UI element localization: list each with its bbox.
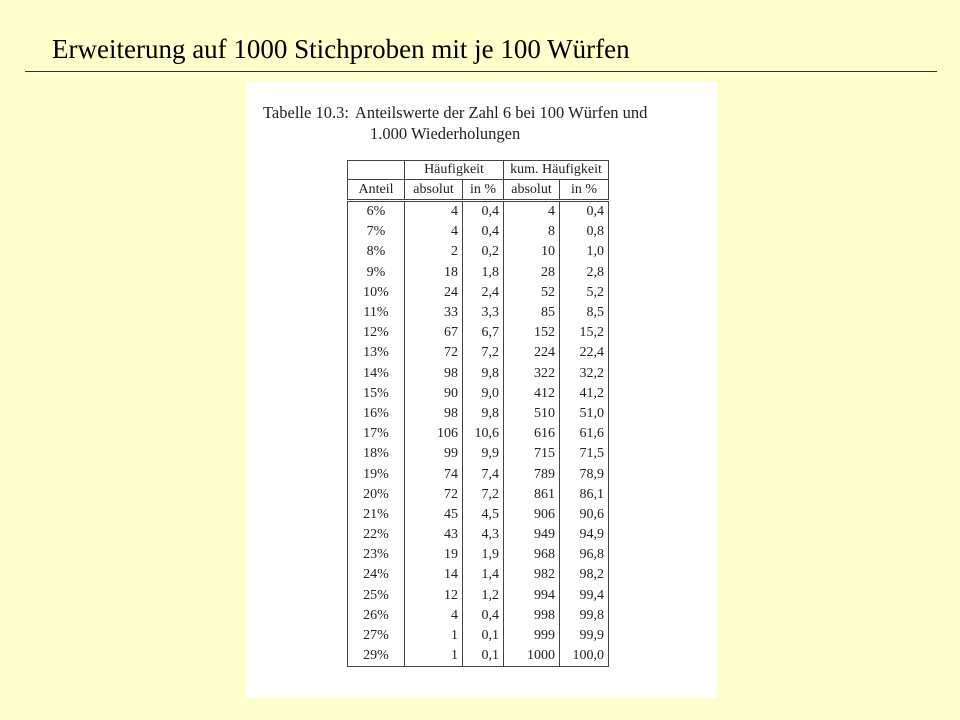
cell-percent: 7,2 bbox=[463, 485, 504, 505]
cell-cum-absolute: 906 bbox=[504, 505, 560, 525]
cell-cum-absolute: 861 bbox=[504, 485, 560, 505]
cell-cum-absolute: 994 bbox=[504, 586, 560, 606]
cell-absolute: 33 bbox=[405, 303, 463, 323]
table-row bbox=[348, 646, 609, 667]
cell-anteil: 16% bbox=[348, 404, 405, 424]
cell-cum-percent: 100,0 bbox=[560, 646, 609, 667]
cell-cum-percent: 1,0 bbox=[560, 242, 609, 262]
table-row bbox=[348, 323, 609, 343]
cell-cum-absolute: 10 bbox=[504, 242, 560, 262]
cell-percent: 2,4 bbox=[463, 283, 504, 303]
cell-cum-absolute: 28 bbox=[504, 263, 560, 283]
column-header-row bbox=[348, 180, 609, 201]
cell-absolute: 45 bbox=[405, 505, 463, 525]
cell-cum-percent: 22,4 bbox=[560, 343, 609, 363]
cell-anteil: 10% bbox=[348, 283, 405, 303]
cell-anteil: 22% bbox=[348, 525, 405, 545]
cell-absolute: 24 bbox=[405, 283, 463, 303]
cell-absolute: 18 bbox=[405, 263, 463, 283]
cell-cum-percent: 51,0 bbox=[560, 404, 609, 424]
cell-absolute: 19 bbox=[405, 545, 463, 565]
cell-cum-percent: 86,1 bbox=[560, 485, 609, 505]
cell-percent: 7,2 bbox=[463, 343, 504, 363]
caption-line-2: 1.000 Wiederholungen bbox=[370, 124, 521, 143]
cell-cum-absolute: 510 bbox=[504, 404, 560, 424]
cell-cum-percent: 99,8 bbox=[560, 606, 609, 626]
table-row bbox=[348, 525, 609, 545]
cell-anteil: 18% bbox=[348, 444, 405, 464]
cell-anteil: 15% bbox=[348, 384, 405, 404]
cell-percent: 0,2 bbox=[463, 242, 504, 262]
cell-cum-absolute: 982 bbox=[504, 565, 560, 585]
cell-absolute: 67 bbox=[405, 323, 463, 343]
table-row bbox=[348, 384, 609, 404]
cell-anteil: 23% bbox=[348, 545, 405, 565]
cell-anteil: 14% bbox=[348, 364, 405, 384]
group-header-blank bbox=[348, 161, 405, 180]
table-row bbox=[348, 364, 609, 384]
cell-anteil: 8% bbox=[348, 242, 405, 262]
cell-cum-absolute: 789 bbox=[504, 464, 560, 484]
cell-cum-absolute: 998 bbox=[504, 606, 560, 626]
cell-cum-percent: 96,8 bbox=[560, 545, 609, 565]
table-row bbox=[348, 263, 609, 283]
cell-absolute: 4 bbox=[405, 201, 463, 223]
cell-percent: 0,1 bbox=[463, 626, 504, 646]
frequency-table bbox=[347, 160, 609, 667]
cell-anteil: 27% bbox=[348, 626, 405, 646]
cell-anteil: 19% bbox=[348, 464, 405, 484]
cell-cum-absolute: 8 bbox=[504, 222, 560, 242]
table-row bbox=[348, 404, 609, 424]
cell-absolute: 4 bbox=[405, 222, 463, 242]
cell-percent: 1,8 bbox=[463, 263, 504, 283]
cell-percent: 9,9 bbox=[463, 444, 504, 464]
cell-cum-percent: 15,2 bbox=[560, 323, 609, 343]
cell-anteil: 26% bbox=[348, 606, 405, 626]
cell-anteil: 9% bbox=[348, 263, 405, 283]
group-header-cumulative: kum. Häufigkeit bbox=[504, 161, 609, 180]
cell-percent: 9,8 bbox=[463, 364, 504, 384]
caption-label: Tabelle 10.3: bbox=[263, 103, 349, 122]
cell-absolute: 106 bbox=[405, 424, 463, 444]
table-row bbox=[348, 565, 609, 585]
cell-absolute: 98 bbox=[405, 364, 463, 384]
cell-cum-absolute: 412 bbox=[504, 384, 560, 404]
cell-cum-absolute: 52 bbox=[504, 283, 560, 303]
cell-cum-percent: 78,9 bbox=[560, 464, 609, 484]
table-row bbox=[348, 464, 609, 484]
table-row bbox=[348, 505, 609, 525]
table-row bbox=[348, 303, 609, 323]
cell-cum-percent: 5,2 bbox=[560, 283, 609, 303]
cell-cum-absolute: 616 bbox=[504, 424, 560, 444]
group-header-frequency: Häufigkeit bbox=[405, 161, 504, 180]
cell-anteil: 11% bbox=[348, 303, 405, 323]
table-image bbox=[246, 82, 717, 698]
table-caption bbox=[263, 102, 708, 144]
cell-absolute: 98 bbox=[405, 404, 463, 424]
table-row bbox=[348, 606, 609, 626]
table-row bbox=[348, 424, 609, 444]
cell-cum-percent: 61,6 bbox=[560, 424, 609, 444]
table-row bbox=[348, 201, 609, 223]
column-header-absolute: absolut bbox=[405, 180, 463, 201]
cell-percent: 0,4 bbox=[463, 222, 504, 242]
cell-absolute: 43 bbox=[405, 525, 463, 545]
cell-absolute: 1 bbox=[405, 626, 463, 646]
cell-anteil: 13% bbox=[348, 343, 405, 363]
column-header-anteil: Anteil bbox=[348, 180, 405, 201]
cell-percent: 7,4 bbox=[463, 464, 504, 484]
table-row bbox=[348, 222, 609, 242]
table-body bbox=[348, 201, 609, 667]
cell-percent: 1,2 bbox=[463, 586, 504, 606]
cell-cum-absolute: 999 bbox=[504, 626, 560, 646]
table-row bbox=[348, 626, 609, 646]
cell-percent: 1,9 bbox=[463, 545, 504, 565]
title-underline bbox=[25, 71, 937, 72]
table-row bbox=[348, 485, 609, 505]
cell-percent: 4,3 bbox=[463, 525, 504, 545]
cell-anteil: 6% bbox=[348, 201, 405, 223]
cell-cum-percent: 2,8 bbox=[560, 263, 609, 283]
cell-absolute: 2 bbox=[405, 242, 463, 262]
cell-cum-percent: 8,5 bbox=[560, 303, 609, 323]
cell-anteil: 12% bbox=[348, 323, 405, 343]
column-header-cum-percent: in % bbox=[560, 180, 609, 201]
cell-absolute: 72 bbox=[405, 343, 463, 363]
cell-anteil: 7% bbox=[348, 222, 405, 242]
cell-absolute: 90 bbox=[405, 384, 463, 404]
cell-absolute: 1 bbox=[405, 646, 463, 667]
cell-cum-percent: 71,5 bbox=[560, 444, 609, 464]
table-row bbox=[348, 586, 609, 606]
cell-cum-absolute: 949 bbox=[504, 525, 560, 545]
cell-cum-percent: 94,9 bbox=[560, 525, 609, 545]
cell-cum-absolute: 4 bbox=[504, 201, 560, 223]
cell-cum-absolute: 152 bbox=[504, 323, 560, 343]
cell-cum-percent: 0,8 bbox=[560, 222, 609, 242]
cell-absolute: 14 bbox=[405, 565, 463, 585]
cell-percent: 0,1 bbox=[463, 646, 504, 667]
column-header-percent: in % bbox=[463, 180, 504, 201]
cell-cum-absolute: 715 bbox=[504, 444, 560, 464]
cell-cum-percent: 98,2 bbox=[560, 565, 609, 585]
cell-percent: 3,3 bbox=[463, 303, 504, 323]
cell-percent: 9,0 bbox=[463, 384, 504, 404]
cell-percent: 0,4 bbox=[463, 201, 504, 223]
cell-percent: 4,5 bbox=[463, 505, 504, 525]
cell-percent: 1,4 bbox=[463, 565, 504, 585]
cell-cum-percent: 32,2 bbox=[560, 364, 609, 384]
table-row bbox=[348, 283, 609, 303]
table-row bbox=[348, 242, 609, 262]
column-header-cum-absolute: absolut bbox=[504, 180, 560, 201]
cell-cum-percent: 99,9 bbox=[560, 626, 609, 646]
cell-percent: 9,8 bbox=[463, 404, 504, 424]
table-row bbox=[348, 343, 609, 363]
cell-cum-percent: 0,4 bbox=[560, 201, 609, 223]
cell-anteil: 24% bbox=[348, 565, 405, 585]
caption-line-1: Anteilswerte der Zahl 6 bei 100 Würfen und bbox=[354, 103, 648, 122]
cell-anteil: 17% bbox=[348, 424, 405, 444]
cell-percent: 6,7 bbox=[463, 323, 504, 343]
table-row bbox=[348, 444, 609, 464]
cell-cum-absolute: 1000 bbox=[504, 646, 560, 667]
cell-absolute: 4 bbox=[405, 606, 463, 626]
cell-cum-percent: 90,6 bbox=[560, 505, 609, 525]
cell-anteil: 25% bbox=[348, 586, 405, 606]
cell-cum-percent: 99,4 bbox=[560, 586, 609, 606]
cell-absolute: 74 bbox=[405, 464, 463, 484]
cell-absolute: 12 bbox=[405, 586, 463, 606]
table-row bbox=[348, 545, 609, 565]
cell-percent: 0,4 bbox=[463, 606, 504, 626]
cell-cum-absolute: 85 bbox=[504, 303, 560, 323]
cell-anteil: 20% bbox=[348, 485, 405, 505]
cell-percent: 10,6 bbox=[463, 424, 504, 444]
cell-absolute: 72 bbox=[405, 485, 463, 505]
cell-cum-absolute: 968 bbox=[504, 545, 560, 565]
cell-cum-absolute: 224 bbox=[504, 343, 560, 363]
cell-cum-absolute: 322 bbox=[504, 364, 560, 384]
cell-anteil: 29% bbox=[348, 646, 405, 667]
cell-anteil: 21% bbox=[348, 505, 405, 525]
group-header-row bbox=[348, 161, 609, 180]
slide-title: Erweiterung auf 1000 Stichproben mit je 100 Würfen bbox=[52, 34, 630, 64]
cell-absolute: 99 bbox=[405, 444, 463, 464]
cell-cum-percent: 41,2 bbox=[560, 384, 609, 404]
